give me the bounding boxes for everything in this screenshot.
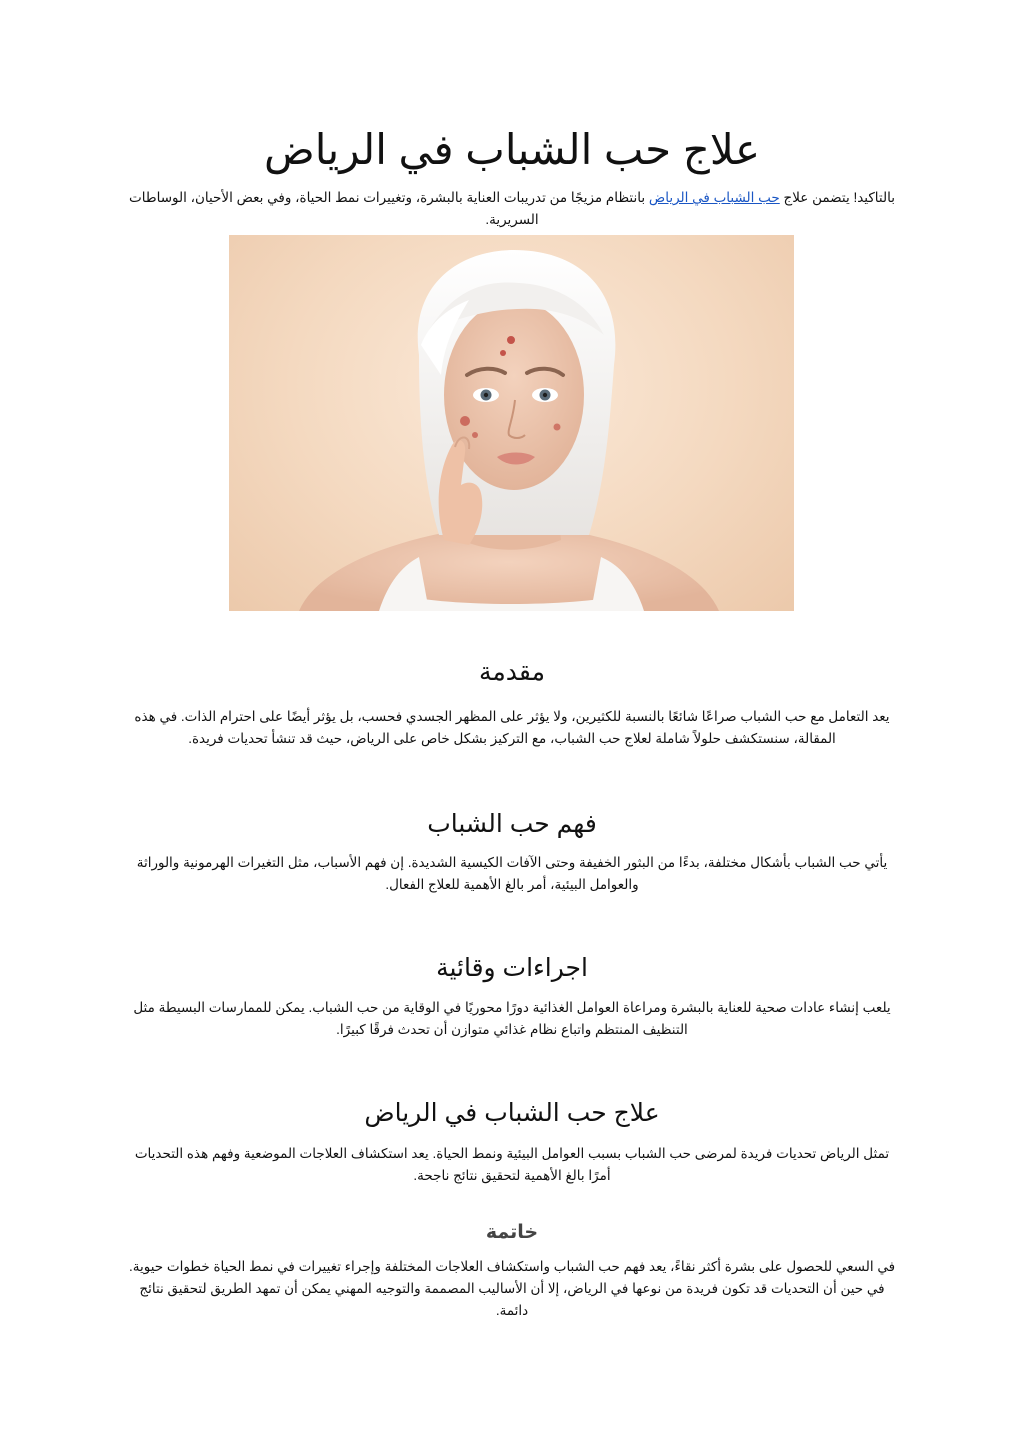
section-heading-conclusion: خاتمة xyxy=(485,1222,539,1243)
section-heading-treatment-riyadh: علاج حب الشباب في الرياض xyxy=(364,1099,660,1127)
section-text-introduction: يعد التعامل مع حب الشباب صراعًا شائعًا بالنسبة للكثيرين، ولا يؤثر على المظهر الجسدي فحسب، بل يؤثر أيضًا على احترام الذات. في هذه المقالة، سنستكشف حلولاً شاملة لعلاج حب الشباب، مع التركيز بشكل خاص على الرياض، حيث قد تنشأ تحديات فريدة. xyxy=(134,709,890,746)
intro-text-end: بانتظام مزيجًا من تدريبات العناية بالبشرة، وتغييرات نمط الحياة، وفي بعض الأحيان، الوساطات السريرية. xyxy=(129,190,649,227)
section-text-prevention: يلعب إنشاء عادات صحية للعناية بالبشرة ومراعاة العوامل الغذائية دورًا محوريًا في الوقاية من حب الشباب. يمكن للممارسات البسيطة مثل التنظيف المنتظم واتباع نظام غذائي متوازن أن تحدث فرقًا كبيرًا. xyxy=(133,1000,891,1037)
section-text-understanding-acne: يأتي حب الشباب بأشكال مختلفة، بدءًا من البثور الخفيفة وحتى الآفات الكيسية الشديدة. إن فهم الأسباب، مثل التغيرات الهرمونية والوراثة والعوامل البيئية، أمر بالغ الأهمية للعلاج الفعال. xyxy=(136,855,888,892)
woman-acne-illustration xyxy=(229,235,794,611)
page-title: علاج حب الشباب في الرياض xyxy=(263,126,761,173)
hero-image xyxy=(229,235,794,611)
acne-riyadh-link[interactable]: حب الشباب في الرياض xyxy=(648,190,780,205)
section-heading-prevention: اجراءات وقائية xyxy=(436,954,588,982)
intro-text-start: بالتاكيد! يتضمن علاج xyxy=(779,190,895,205)
section-heading-introduction: مقدمة xyxy=(479,658,545,686)
section-heading-understanding-acne: فهم حب الشباب xyxy=(427,810,597,838)
section-text-treatment-riyadh: تمثل الرياض تحديات فريدة لمرضى حب الشباب بسبب العوامل البيئية ونمط الحياة. يعد استكشاف العلاجات الموضعية وفهم هذه التحديات أمرًا بالغ الأهمية لتحقيق نتائج ناجحة. xyxy=(134,1146,890,1183)
intro-paragraph xyxy=(124,187,900,231)
section-text-conclusion: في السعي للحصول على بشرة أكثر نقاءً، يعد فهم حب الشباب واستكشاف العلاجات المختلفة وإجراء تغييرات في نمط الحياة خطوات حيوية. في حين أن التحديات قد تكون فريدة من نوعها في الرياض، إلا أن الأساليب المصممة والتوجيه المهني يمكن أن تمهد الطريق لتحقيق نتائج دائمة. xyxy=(128,1259,896,1318)
